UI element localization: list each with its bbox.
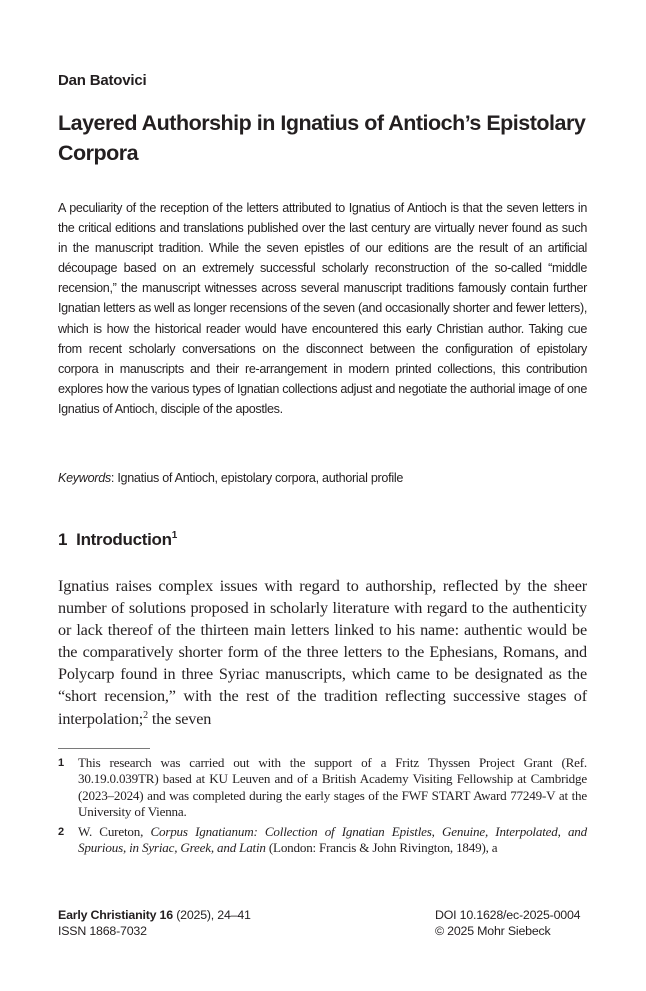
footnote-text: This research was carried out with the support of a Fritz Thyssen Project Grant (Ref. 30.19.0.039TR) based at KU Leuven and of a British Academy Visiting Fellowship at Cambridge (2023–2024) and was completed during the early stages of the FWF START Award 77249-V at the University of Vienna. <box>78 755 587 820</box>
issn: ISSN 1868-7032 <box>58 923 147 938</box>
footnote-number: 2 <box>58 825 64 838</box>
footnote-book-title: Corpus Ignatianum: Collection of Ignatian Epistles, Genuine, Interpolated, and Spurious, in Syriac, Greek, and Latin <box>78 823 587 856</box>
publication-info <box>435 908 580 939</box>
footnote-suffix: (London: Francis & John Rivington, 1849), a <box>265 840 498 856</box>
copyright: © 2025 Mohr Siebeck <box>435 923 551 938</box>
section-number: 1 <box>58 530 68 549</box>
body-paragraph <box>58 575 587 730</box>
footnote-prefix: W. Cureton, <box>78 823 151 839</box>
doi-link[interactable]: DOI 10.1628/ec-2025-0004 <box>435 908 581 922</box>
body-text-part1: Ignatius raises complex issues with regard to authorship, reflected by the sheer number of solutions proposed in scholarly literature with regard to the authenticity or lack thereof of the thirteen main letters linked to his name: authentic would be the comparatively shorter form of the three letters to the Ephesians, Romans, and Polycarp found in three Syriac manuscripts, which came to be designated as the “short recension,” with the rest of the tradition reflecting successive stages of interpolation; <box>58 577 587 728</box>
keywords <box>58 468 587 488</box>
section-title: Introduction <box>76 530 172 549</box>
footnotes <box>58 755 587 859</box>
keywords-separator: : <box>110 471 118 485</box>
footnote-ref-2[interactable]: 2 <box>143 709 148 721</box>
author-name: Dan Batovici <box>58 72 147 89</box>
body-text-part2: the seven <box>147 709 212 728</box>
journal-name: Early Christianity 16 <box>58 908 173 922</box>
footnote-1 <box>58 755 587 821</box>
article-title: Layered Authorship in Ignatius of Antioch’s Epistolary Corpora <box>58 111 586 165</box>
abstract: A peculiarity of the reception of the letters attributed to Ignatius of Antioch is that the seven letters in the critical editions and translations published over the last century are virtually never found as such in the manuscript tradition. While the seven epistles of our editions are the result of an artificial découpage based on an extremely successful scholarly reconstruction of the so-called “middle recension,” the manuscript witnesses across several manuscript traditions famously contain further Ignatian letters as well as longer recensions of the seven (and occasionally shorter and fewer letters), which is how the historical reader would have encountered this early Christian author. Taking cue from recent scholarly conversations on the disconnect between the configuration of epistolary corpora in manuscripts and their re-arrangement in modern printed collections, this contribution explores how the various types of Ignatian collections adjust and negotiate the authorial image of one Ignatius of Antioch, disciple of the apostles. <box>58 201 587 416</box>
section-heading <box>58 530 177 550</box>
footnote-2 <box>58 824 587 857</box>
journal-details: (2025), 24–41 <box>172 908 251 922</box>
keywords-label: Keywords <box>58 471 111 485</box>
footnote-number: 1 <box>58 757 64 769</box>
keywords-value: Ignatius of Antioch, epistolary corpora, authorial profile <box>117 471 404 485</box>
footnote-divider <box>58 748 150 749</box>
journal-citation <box>58 908 251 939</box>
footnote-ref-1[interactable]: 1 <box>171 530 177 541</box>
